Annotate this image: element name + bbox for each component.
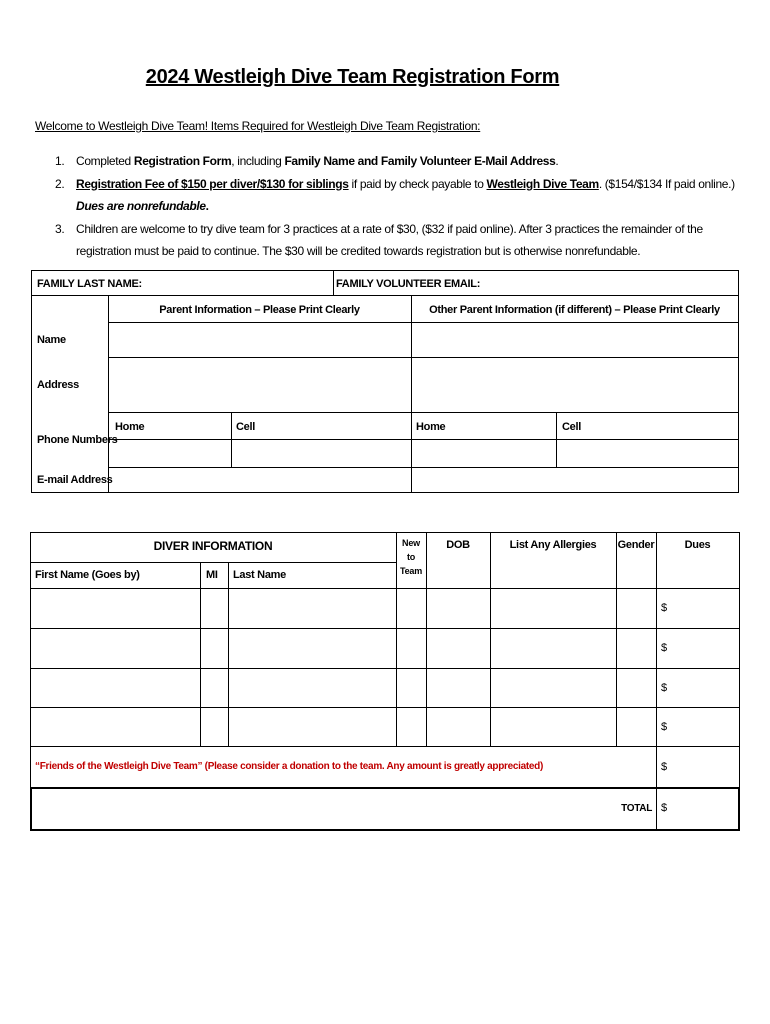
requirements-list: [55, 150, 735, 263]
mi-header: MI: [206, 569, 218, 581]
other-parent-info-header: Other Parent Information (if different) – Please Print Clearly: [429, 304, 720, 316]
intro-text: Welcome to Westleigh Dive Team! Items Required for Westleigh Dive Team Registration:: [35, 119, 481, 133]
other-parent-cell-phone-label: Cell: [562, 421, 581, 433]
address-label: Address: [37, 379, 79, 391]
friends-donation-label: “Friends of the Westleigh Dive Team” (Please consider a donation to the team. Any amount is greatly appreciated): [35, 761, 544, 772]
form-title: 2024 Westleigh Dive Team Registration Form: [145, 66, 560, 88]
first-name-header: First Name (Goes by): [35, 569, 140, 581]
other-parent-home-phone-label: Home: [416, 421, 446, 433]
family-volunteer-email-label: FAMILY VOLUNTEER EMAIL:: [336, 278, 481, 290]
gender-header: Gender: [617, 539, 655, 551]
dues-cell-3: $: [661, 682, 668, 694]
requirement-item-3: 3. Children are welcome to try dive team for 3 practices at a rate of $30, ($32 if paid online). After 3 practices the remainder of the registration must be paid to continue. The $30 will be credited towards registration but is otherwise nonrefundable.: [55, 221, 703, 258]
dob-header: DOB: [446, 539, 470, 551]
total-label: TOTAL: [621, 803, 652, 814]
requirement-item-1: 1. Completed Registration Form, including Family Name and Family Volunteer E-Mail Address.: [55, 154, 559, 168]
parent-home-phone-label: Home: [115, 421, 145, 433]
dues-cell-1: $: [661, 602, 668, 614]
new-to-team-header: New to Team: [399, 538, 423, 576]
dues-header: Dues: [684, 539, 711, 551]
diver-info-header: DIVER INFORMATION: [153, 539, 273, 553]
requirement-item-2: 2. Registration Fee of $150 per diver/$130 for siblings if paid by check payable to Westleigh Dive Team. ($154/$134 If paid online.) Dues are nonrefundable.: [55, 176, 735, 213]
parent-cell-phone-label: Cell: [236, 421, 255, 433]
dues-cell-2: $: [661, 642, 668, 654]
allergies-header: List Any Allergies: [509, 539, 597, 551]
phone-numbers-label: Phone Numbers: [37, 434, 118, 446]
total-dues-cell: $: [661, 802, 668, 814]
family-last-name-label: FAMILY LAST NAME:: [37, 278, 142, 290]
email-address-label: E-mail Address: [37, 474, 113, 486]
donation-dues-cell: $: [661, 761, 668, 773]
name-label: Name: [37, 334, 66, 346]
parent-info-header: Parent Information – Please Print Clearly: [159, 304, 360, 316]
last-name-header: Last Name: [233, 569, 286, 581]
dues-cell-4: $: [661, 721, 668, 733]
